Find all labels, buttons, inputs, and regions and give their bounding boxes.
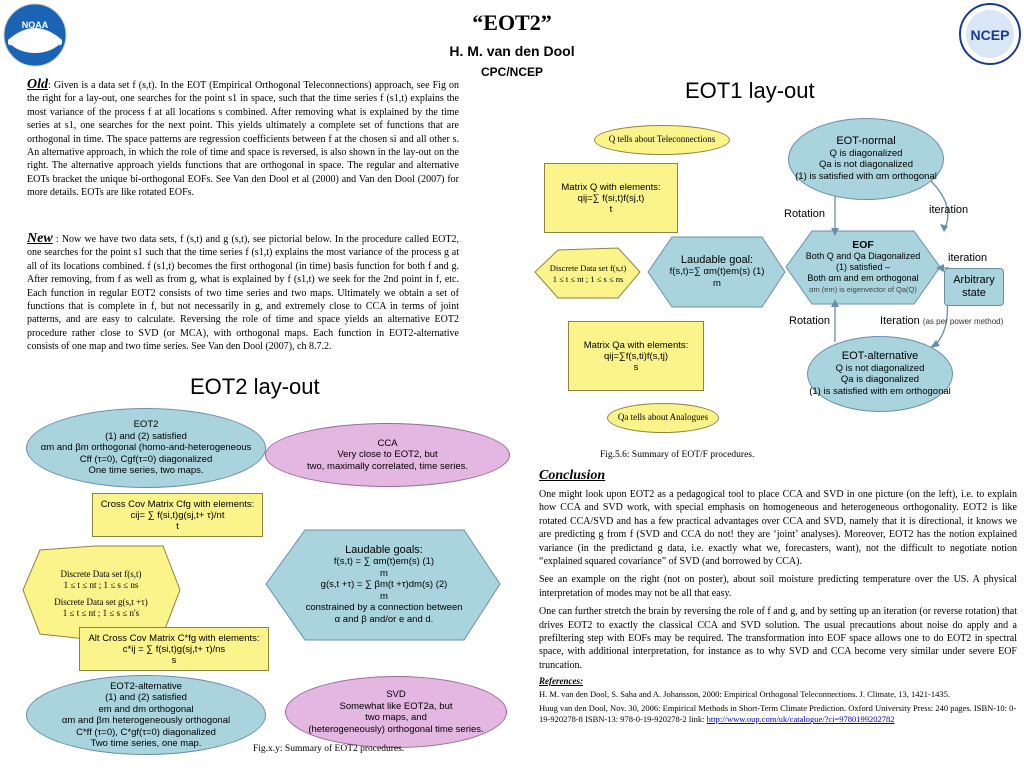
eof-text <box>790 232 936 302</box>
qa-tells-ellipse <box>607 403 719 433</box>
eot2-laudable-line: g(s,t +τ) = ∑ βm(t +τ)dm(s) (2) <box>320 579 448 591</box>
eot1-laudable-line: f(s,t)=∑ αm(t)em(s) (1) <box>669 266 765 278</box>
cca-line: two, maximally correlated, time series. <box>306 460 469 472</box>
alt-cross-cov-box <box>79 627 269 671</box>
svg-text:NCEP: NCEP <box>970 27 1010 43</box>
eof-line: (1) satisfied – <box>835 261 891 272</box>
iteration-label-3-note: (as per power method) <box>922 317 1004 326</box>
eot1-discrete-text <box>540 254 636 294</box>
eot2-alt-line: EOT2-alternative <box>110 680 182 692</box>
cross-cov-line: cij= ∑ f(si,t)g(sj,t+ τ)/nt <box>130 509 225 521</box>
eot2-laudable-line: m <box>380 590 388 602</box>
svg-text:NOAA: NOAA <box>21 20 49 30</box>
eot2-laudable-line: m <box>380 567 388 579</box>
eot2-caption: Fig.x.y: Summary of EOT2 procedures. <box>253 744 405 754</box>
eot2-discrete-line: Discrete Data set g(s,t +τ) <box>54 597 148 607</box>
alt-cross-cov-line: s <box>171 654 177 666</box>
conclusion-p3: One can further stretch the brain by reversing the role of f and g, and by setting up an iteration (or reverse rotation) that drives EOT2 to exactly the classical CCA and SVD solution. The usual precautions about noise do apply and a prefiltering step with EOFs may be required. The transformation into EOF space allows one to do EOT2 in spectral space, with additional interpretation, for instance as to why SVD and CCA become very similar under severe EOF truncation. <box>539 606 1017 671</box>
eot-normal-line: (1) is satisfied with αm orthogonal <box>795 170 937 182</box>
eot2-discrete-line: 1 ≤ t ≤ nt ; 1 ≤ s ≤ n's <box>62 608 140 618</box>
eot2-laudable-line: f(s,t) = ∑ αm(t)em(s) (1) <box>333 556 435 568</box>
cca-line: Very close to EOT2, but <box>337 449 438 461</box>
matrix-qa-box <box>568 321 704 391</box>
eot1-laudable-text <box>652 240 782 304</box>
eot2-laudable-line: α and β and/or e and d. <box>334 613 434 625</box>
references-heading: References: <box>539 676 583 687</box>
alt-cross-cov-line: c*ij = ∑ f(si,t)g(sj,t+ τ)/ns <box>122 643 226 655</box>
eot1-laudable-line: m <box>713 277 721 289</box>
eot-alt-line: Q is not diagonalized <box>835 362 925 374</box>
eot2-laudable-line: Laudable goals: <box>345 543 423 556</box>
svd-ellipse <box>285 676 507 748</box>
svd-line: two maps, and <box>365 712 427 723</box>
iteration-label-2: iteration <box>948 252 988 264</box>
rotation-label-1: Rotation <box>784 208 825 220</box>
eot2-line: (1) and (2) satisfied <box>105 430 187 442</box>
eot1-layout-title: EOT1 lay-out <box>685 78 815 103</box>
eot-alternative-ellipse <box>807 336 953 412</box>
new-lead: New <box>27 231 53 246</box>
eot2-alt-line: C*ff (τ=0), C*gf(τ=0) diagonalized <box>76 726 216 738</box>
conclusion-heading: Conclusion <box>539 468 606 483</box>
svd-line: (heterogeneously) orthogonal time series. <box>308 723 484 735</box>
eot1-discrete-line: Discrete Data set f(s,t) <box>549 263 627 273</box>
eot2-line: αm and βm orthogonal (homo-and-heterogeneous <box>40 442 252 454</box>
eot-normal-line: Q is diagonalized <box>829 147 903 159</box>
eot1-discrete-line: 1 ≤ t ≤ nt ; 1 ≤ s ≤ ns <box>552 274 624 284</box>
conclusion-section <box>539 468 1017 725</box>
cca-line: CCA <box>377 437 398 449</box>
rotation-label-2: Rotation <box>789 315 830 327</box>
matrix-qa-line: Matrix Qa with elements: <box>583 339 689 351</box>
eot-alt-line: (1) is satisfied with em orthogonal <box>809 385 951 397</box>
eot2-layout-title: EOT2 lay-out <box>190 374 320 399</box>
conclusion-p1: One might look upon EOT2 as a pedagogical tool to place CCA and SVD in one picture (on the left), i.e. to explain how CCA and SVD work, with special emphasis on homogeneous and heterogeneous orthogonality. EOT2 is like rotated CCA/SVD and has a few practical advantages over CCA and SVD, namely that it is directional, it knows we are predicting g from f (SVD and CCA do not! they are ‘joint’ analyses). Moreover, EOT2 has the notion explained variance (in the predictand g data, i.e. exactly what we, forecasters, want), not the difficult to negotiate notion “explained squared covariance” of SVD (and borrowed by CCA). <box>539 489 1017 568</box>
eot2-line: One time series, two maps. <box>88 465 204 477</box>
eot2-alt-line: (1) and (2) satisfied <box>105 692 187 703</box>
eot-normal-ellipse <box>788 118 944 200</box>
reference-2 <box>539 703 1017 725</box>
eot2-line: EOT2 <box>133 419 159 431</box>
q-tells-ellipse <box>594 125 730 155</box>
eot2-alt-line: em and dm orthogonal <box>98 703 194 715</box>
eot-alt-line: Qa is diagonalized <box>840 374 920 385</box>
qa-tells-text: Qa tells about Analogues <box>617 412 709 423</box>
eot1-caption: Fig.5.6: Summary of EOT/F procedures. <box>600 450 755 460</box>
matrix-qa-line: qij=∑f(s,ti)f(s,tj) <box>603 350 669 362</box>
arbitrary-line: Arbitrary <box>953 274 995 286</box>
conclusion-p2: See an example on the right (not on poster), about soil moisture predicting temperature over the US. A physical interpretation of modes may not be all that easy. <box>539 574 1017 599</box>
iteration-label-3 <box>880 315 1003 327</box>
eot2-line: Cff (τ=0), Cgf(τ=0) diagonalized <box>79 453 213 465</box>
eof-line: EOF <box>852 238 874 251</box>
affiliation: CPC/NCEP <box>480 65 543 79</box>
eot1-laudable-line: Laudable goal: <box>680 253 754 266</box>
eot-normal-line: Qa is not diagonalized <box>818 159 913 170</box>
eot2-laudable-text <box>272 530 496 640</box>
svd-line: SVD <box>386 689 406 700</box>
matrix-q-line: t <box>609 203 613 215</box>
matrix-qa-line: s <box>633 361 639 373</box>
eot-normal-line: EOT-normal <box>836 135 896 147</box>
eof-line: Both Q and Qa Diagonalized <box>805 250 921 261</box>
alt-cross-cov-line: Alt Cross Cov Matrix C*fg with elements: <box>88 632 260 644</box>
eot2-discrete-text <box>30 552 172 636</box>
eot2-alt-line: Two time series, one map. <box>90 738 202 749</box>
new-text: : Now we have two data sets, f (s,t) and g (s,t), see pictorial below. In the procedure called EOT2, one searches for the point s1 such that the time series f (s1,t) explains the most variance of the process g at all of its locations combined. f (s1,t) becomes the first orthogonal (in time) basis function for both f and g. After removing, from f as well as from g, what is explained by f (s1,t) we seek for the 2nd point in f, etc. Each function in regular EOT2 consists of two time series and two maps. Ultimately we obtain a set of functions that is complete in f, but not necessarily in g, and extremely close to CCA in terms of joint patterns, and are easy to calculate. Reversing the role of time and space yields an alternative EOT2 procedure rather close to SVD (or MCA), with orthogonal maps. Each function in EOT2-alternative consists of one map and two time series. See Van den Dool (2007), ch 8.7.2. <box>27 234 459 353</box>
iteration-label-3-text: Iteration <box>880 315 920 327</box>
eot2-alternative-ellipse <box>26 675 266 755</box>
eot2-discrete-line: 1 ≤ t ≤ nt ; 1 ≤ s ≤ ns <box>63 580 139 590</box>
reference-2-text: Huug van den Dool, Nov. 30, 2006: Empirical Methods in Short-Term Climate Prediction. Oxford University Press: 240 pages. ISBN-10: 0-19-920278-8 ISBN-13: 978-0-19-920278-2 link: <box>539 703 1017 725</box>
arbitrary-line: state <box>962 287 986 299</box>
reference-2-link[interactable]: http://www.oup.com/uk/catalogue/?ci=9780199202782 <box>706 714 895 725</box>
eot2-laudable-line: constrained by a connection between <box>305 602 463 614</box>
matrix-q-box <box>544 163 678 233</box>
matrix-q-line: Matrix Q with elements: <box>561 181 661 193</box>
iteration-label-1: iteration <box>929 204 969 216</box>
old-lead: Old <box>27 77 48 92</box>
svd-line: Somewhat like EOT2a, but <box>339 700 453 712</box>
cross-cov-line: Cross Cov Matrix Cfg with elements: <box>100 498 255 510</box>
eot2-alt-line: αm and βm heterogeneously orthogonal <box>61 715 231 726</box>
arbitrary-state-box <box>944 268 1004 306</box>
q-tells-text: Q tells about Teleconnections <box>608 134 716 145</box>
eot2-discrete-line: Discrete Data set f(s,t) <box>60 569 142 579</box>
eof-line: αm (em) is eigenvector of Qa(Q) <box>809 284 917 294</box>
old-text: : Given is a data set f (s,t). In the EOT (Empirical Orthogonal Teleconnections) approach, see Fig on the right for a lay-out, one searches for the point s1 in space, such that the time series f (s1,t) explains the most variance of the process f at all locations s combined. After removing what is explained by the time series at s1, one searches for the next point. This yields ultimately a complete set of functions that are orthogonal in time. The space patterns are regression coefficients between f at the chosen si and all other s. An alternative approach, in which the role of time and space is reversed, is also shown in the lay-out on the right. The alternative approach yields functions that are orthogonal in space. The regular and alternative EOTs bracket the unique bi-orthogonal EOFs. See Van den Dool et al (2000) and Van den Dool (2007) for more details. EOTs are like rotated EOFs. <box>27 80 459 199</box>
author: H. M. van den Dool <box>449 43 575 59</box>
poster-title: “EOT2” <box>472 10 552 35</box>
cross-cov-line: t <box>176 520 179 532</box>
reference-1: H. M. van den Dool, S. Saha and A. Johansson, 2000: Empirical Orthogonal Teleconnections. J. Climate, 13, 1421-1435. <box>539 689 950 700</box>
eot-alt-line: EOT-alternative <box>841 350 919 362</box>
eof-line: Both αm and em orthogonal <box>807 272 919 283</box>
matrix-q-line: qij=∑ f(si,t)f(sj,t) <box>577 192 645 204</box>
